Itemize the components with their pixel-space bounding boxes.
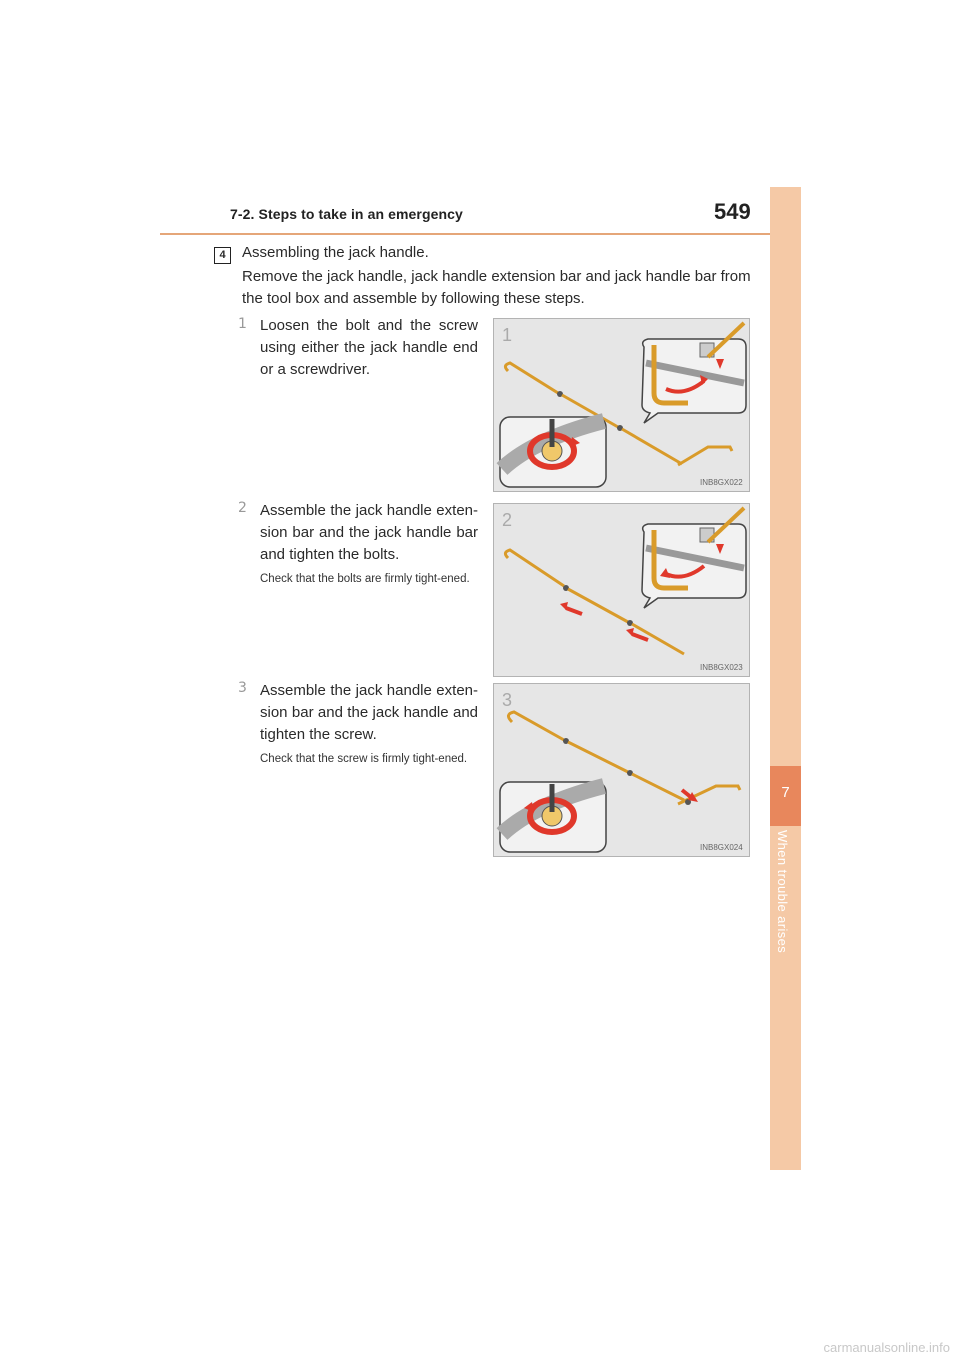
figure-label: 1: [502, 325, 513, 345]
substep-note: Check that the screw is firmly tight-ened.: [260, 753, 468, 765]
substep-text: Assemble the jack handle exten-sion bar and the jack handle bar and tighten the bolts.: [260, 502, 478, 563]
chapter-number: 7: [781, 784, 790, 801]
chapter-title: When trouble arises: [775, 830, 790, 954]
figure-code: INB8GX022: [700, 478, 743, 487]
figure-label: 3: [502, 690, 513, 710]
step-number-badge: 4: [214, 247, 231, 264]
figure-code: INB8GX024: [700, 843, 743, 852]
substep-text: Loosen the bolt and the screw using either the jack handle end or a screwdriver.: [260, 317, 478, 378]
chapter-side-tab: [770, 187, 801, 1170]
illustration-loosen-bolt: [493, 318, 750, 492]
page-number: 549: [714, 199, 751, 224]
step-description: Remove the jack handle, jack handle extension bar and jack handle bar from the tool box and assemble by following these steps.: [242, 268, 751, 307]
figure-label: 2: [502, 510, 513, 530]
substep-number-icon: 3: [238, 680, 247, 696]
header-divider: [160, 233, 800, 235]
section-title: 7-2. Steps to take in an emergency: [230, 206, 463, 222]
substep-number-icon: 1: [238, 316, 247, 332]
step-title: Assembling the jack handle.: [242, 244, 429, 261]
figure-code: INB8GX023: [700, 663, 743, 672]
substep-note: Check that the bolts are firmly tight-ened.: [260, 573, 470, 585]
footer-watermark[interactable]: carmanualsonline.info: [823, 1340, 950, 1355]
substep-number-icon: 2: [238, 500, 247, 516]
illustration-tighten-screw: [493, 683, 750, 857]
substep-text: Assemble the jack handle exten-sion bar and the jack handle and tighten the screw.: [260, 682, 478, 743]
footer-bar: [0, 1334, 960, 1358]
illustration-assemble-bar: [493, 503, 750, 677]
